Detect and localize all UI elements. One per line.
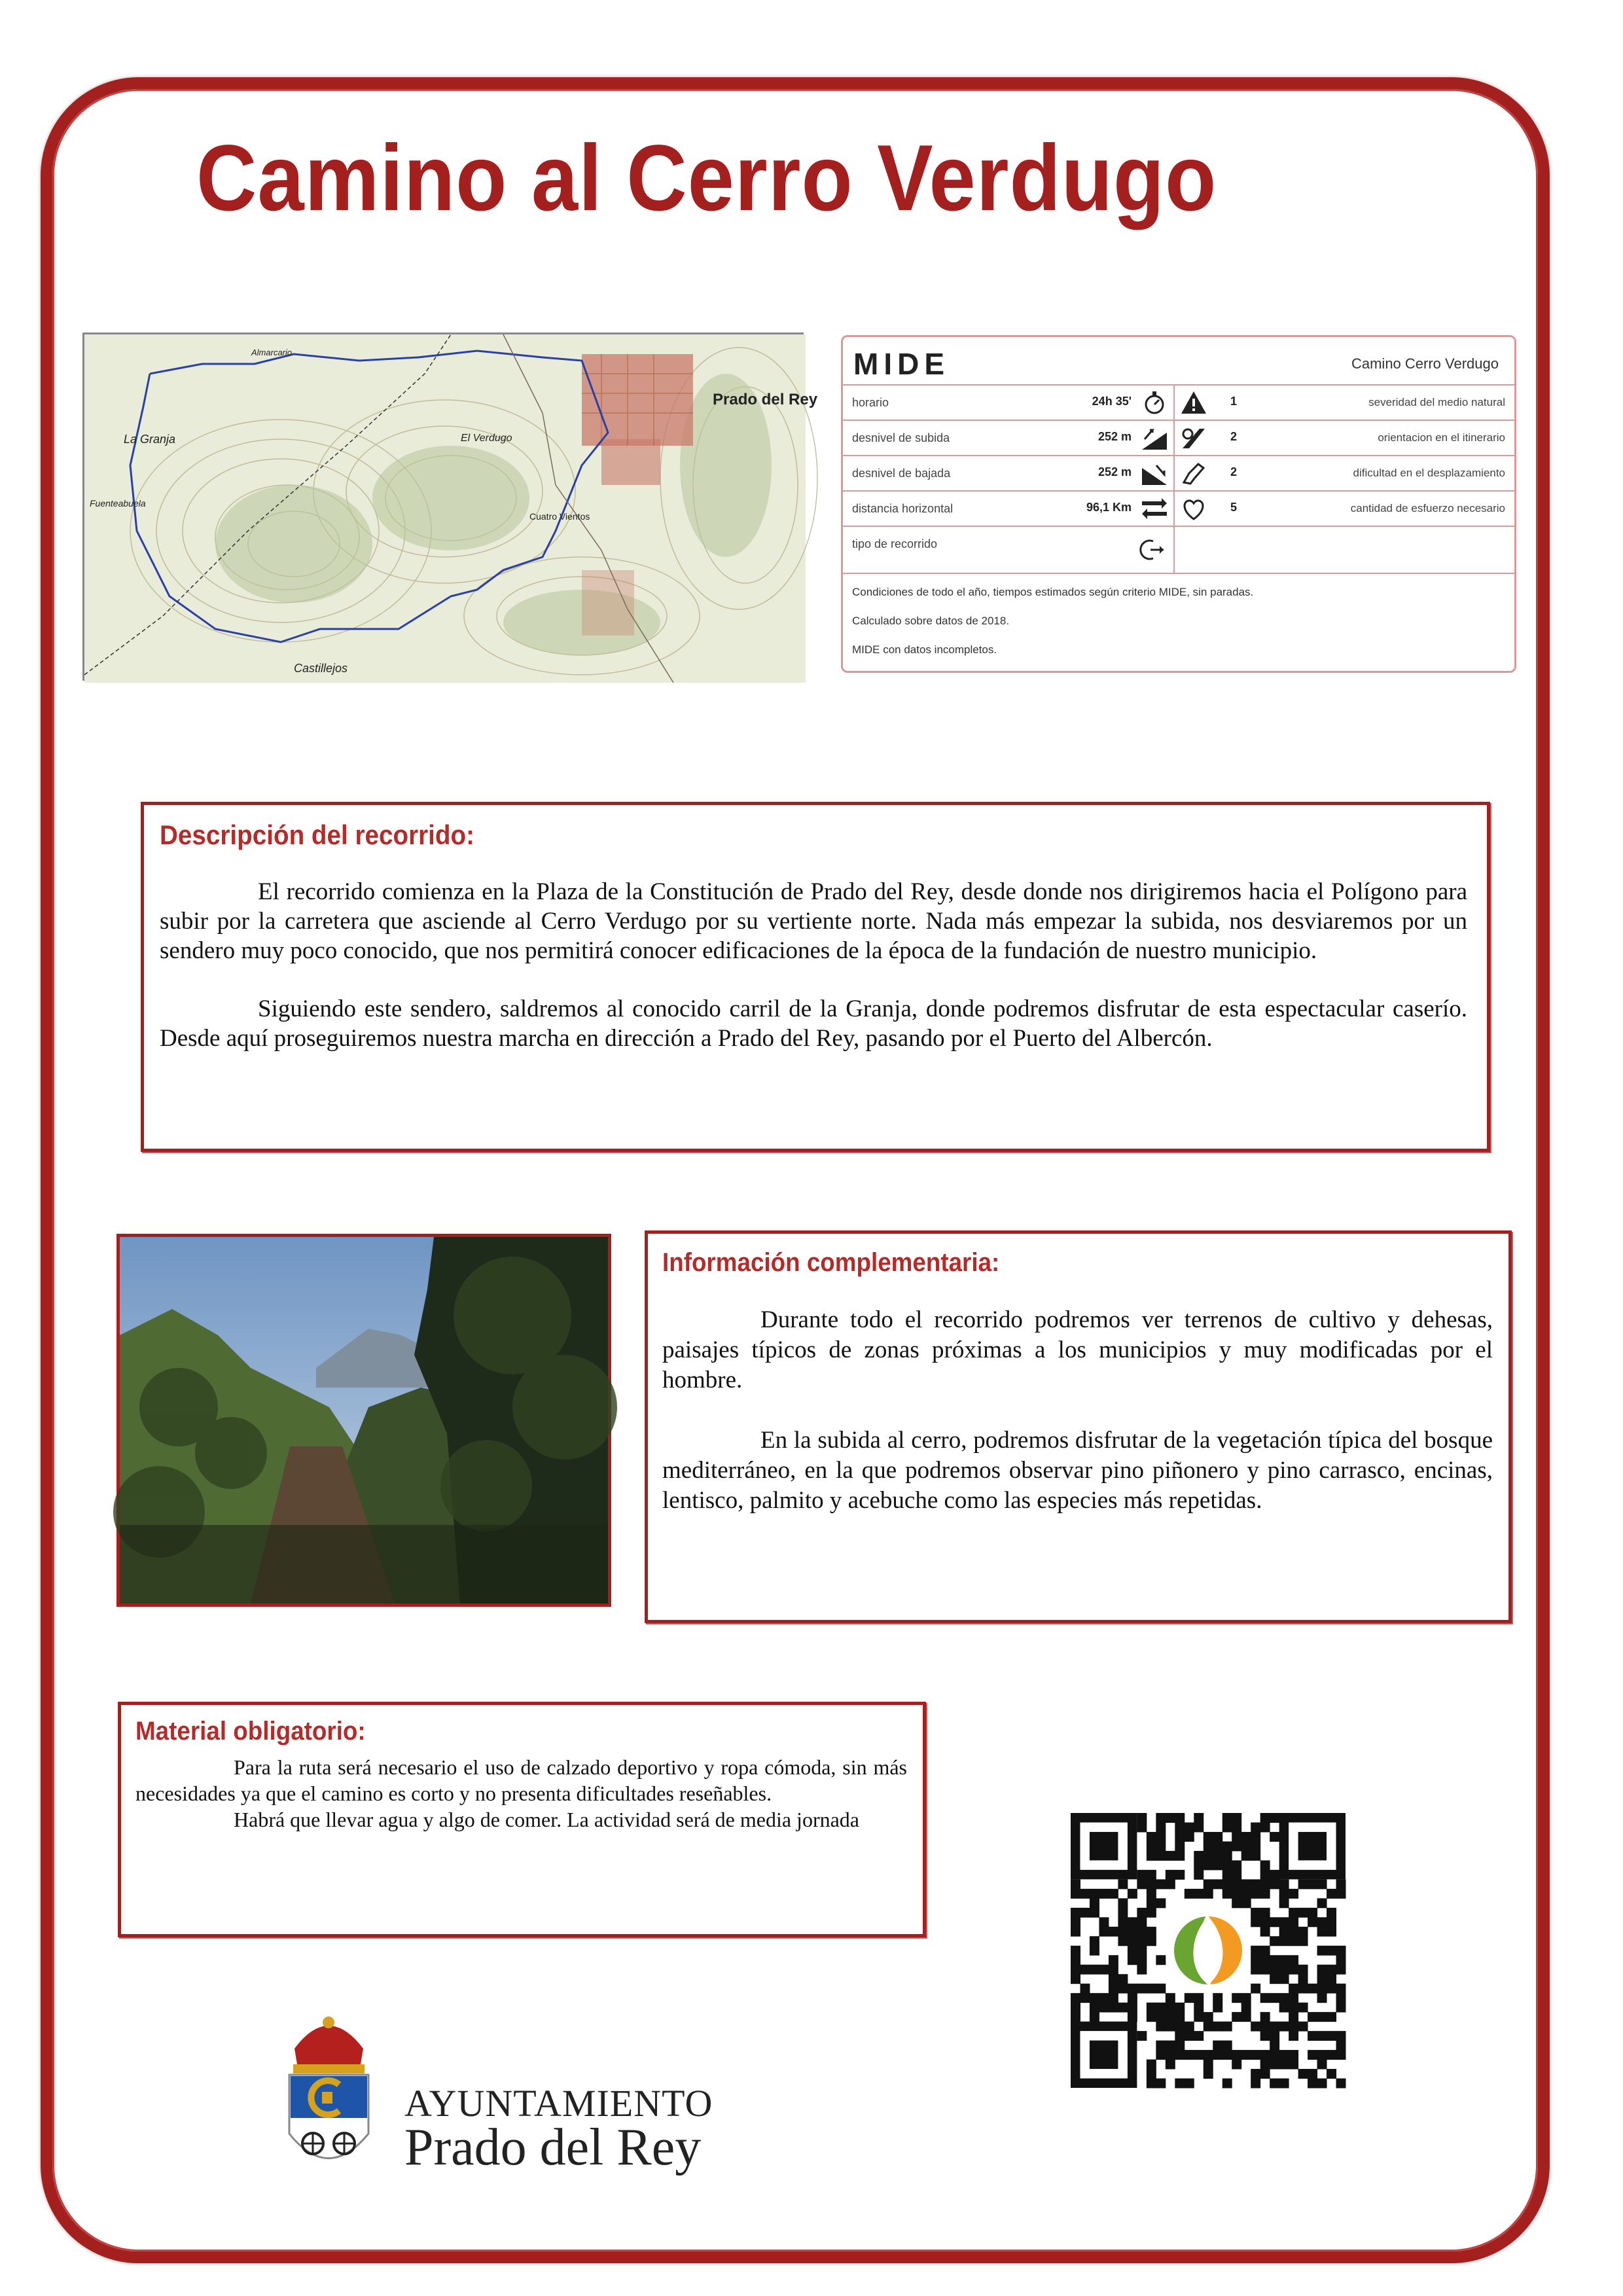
mide-row: [843, 384, 1514, 420]
qr-code: [1071, 1813, 1346, 2088]
mide-score: 2: [1230, 465, 1238, 478]
mide-label: desnivel de subida: [852, 431, 950, 444]
map-label-fuenteabuela: Fuenteabuela: [90, 498, 146, 509]
required-gear-paragraph: Habrá que llevar agua y algo de comer. La actividad será de media jornada: [234, 1808, 859, 1831]
extra-info-box: [645, 1230, 1512, 1623]
map-label-castillejos: Castillejos: [294, 662, 348, 675]
topographic-map-graphic: [84, 334, 806, 683]
mide-row: [843, 455, 1514, 490]
mide-logo: MIDE: [853, 347, 950, 381]
mide-route-name: Camino Cerro Verdugo: [1351, 355, 1499, 372]
mide-value: 24h 35': [1092, 395, 1132, 408]
description-heading: Descripción del recorrido:: [160, 819, 474, 850]
mide-label: horario: [852, 396, 889, 409]
route-map: [82, 332, 818, 681]
extra-info-paragraph: Durante todo el recorrido podremos ver terrenos de cultivo y dehesas, paisajes típicos de zonas próximas a los municipios y muy modificadas por el hombre.: [662, 1306, 1493, 1393]
mide-label: desnivel de bajada: [852, 467, 951, 480]
required-gear-paragraph: Para la ruta será necesario el uso de calzado deportivo y ropa cómoda, sin más necesidades ya que el camino es corto y no presenta dificultades reseñables.: [135, 1755, 907, 1805]
mide-score: 2: [1230, 430, 1238, 443]
page-title: Camino al Cerro Verdugo: [196, 126, 1217, 231]
warning-icon: [1180, 389, 1207, 416]
stopwatch-icon: [1141, 389, 1168, 416]
mide-description: cantidad de esfuerzo necesario: [1350, 502, 1505, 514]
map-label-cuatro-vientos: Cuatro Vientos: [529, 511, 590, 522]
extra-info-paragraph: En la subida al cerro, podremos disfrutar de la vegetación típica del bosque mediterráneo, en la que podremos observar pino piñonero y pino carrasco, encinas, lentisco, palmito y acebuche como las especies más repetidas.: [662, 1427, 1493, 1514]
effort-heart-icon: [1180, 495, 1207, 522]
mide-description: severidad del medio natural: [1368, 396, 1505, 408]
map-label-town: Prado del Rey: [713, 391, 818, 408]
mide-score: 5: [1230, 501, 1238, 514]
coat-of-arms-icon: [281, 2009, 376, 2179]
descent-icon: [1141, 460, 1168, 486]
orientation-icon: [1180, 425, 1207, 451]
mide-divider: [843, 573, 1514, 574]
mide-value: 252 m: [1097, 465, 1132, 478]
boot-icon: [1180, 460, 1207, 486]
description-box: [141, 802, 1490, 1152]
ascent-icon: [1141, 425, 1168, 451]
mide-value: 252 m: [1097, 430, 1132, 443]
mide-note: Condiciones de todo el año, tiempos estimados según criterio MIDE, sin paradas.: [852, 586, 1254, 598]
mide-row: [843, 526, 1514, 573]
extra-info-heading: Información complementaria:: [662, 1248, 1000, 1277]
map-label-almarcario: Almarcario: [251, 348, 293, 357]
town-name-label: Prado del Rey: [404, 2119, 702, 2176]
distance-arrows-icon: [1141, 495, 1168, 522]
required-gear-heading: Material obligatorio:: [135, 1717, 366, 1746]
town-hall-label: AYUNTAMIENTO: [404, 2082, 713, 2125]
map-label-verdugo: El Verdugo: [461, 433, 512, 444]
mide-row: [843, 490, 1514, 526]
mide-notes: [852, 578, 1253, 664]
trail-photo-image: [120, 1237, 608, 1604]
map-label-granja: La Granja: [124, 433, 176, 446]
municipal-coat-of-arms: [281, 2009, 376, 2179]
mide-row: [843, 420, 1514, 455]
circular-route-icon: [1137, 536, 1165, 562]
description-paragraph: Siguiendo este sendero, saldremos al conocido carril de la Granja, donde podremos disfrutar de esta espectacular caserío. Desde aquí proseguiremos nuestra marcha en dirección a Prado del Rey, pasando por el Puerto del Albercón.: [160, 996, 1467, 1052]
mide-panel: [841, 335, 1516, 673]
mide-description: orientacion en el itinerario: [1378, 431, 1505, 444]
mide-label: tipo de recorrido: [852, 537, 938, 550]
trail-photo: [116, 1234, 611, 1607]
mide-score: 1: [1230, 395, 1238, 408]
mide-note: Calculado sobre datos de 2018.: [852, 615, 1010, 627]
required-gear-box: [118, 1702, 926, 1937]
mide-note: MIDE con datos incompletos.: [852, 643, 997, 656]
description-paragraph: El recorrido comienza en la Plaza de la Constitución de Prado del Rey, desde donde nos dirigiremos hacia el Polígono para subir por la carretera que asciende al Cerro Verdugo por su vertiente norte. Nada más empezar la subida, nos desviaremos por un sendero muy poco conocido, que nos permitirá conocer edificaciones de la época de la fundación de nuestro municipio.: [160, 878, 1467, 964]
green-leaf-logo-icon: [1169, 1911, 1247, 1990]
mide-description: dificultad en el desplazamiento: [1353, 467, 1505, 479]
mide-value: 96,1 Km: [1086, 501, 1132, 514]
mide-label: distancia horizontal: [852, 502, 954, 515]
